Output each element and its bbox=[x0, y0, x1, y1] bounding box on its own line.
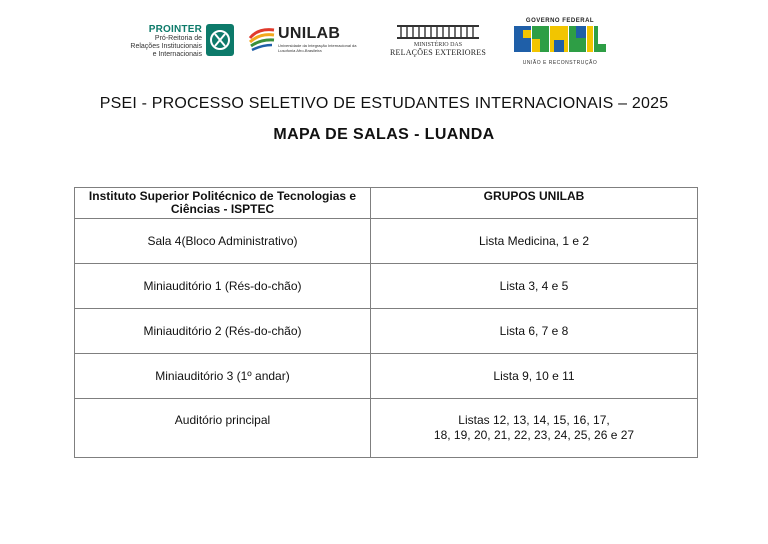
table-header-row bbox=[75, 188, 698, 219]
group-cell bbox=[371, 399, 698, 458]
prointer-logo bbox=[122, 24, 234, 68]
mre-logo bbox=[384, 24, 492, 68]
room-cell: Sala 4(Bloco Administrativo) bbox=[75, 219, 371, 264]
group-cell-line1: Listas 12, 13, 14, 15, 16, 17, bbox=[458, 413, 610, 427]
unilab-name: UNILAB bbox=[278, 25, 341, 42]
prointer-emblem-icon bbox=[206, 24, 234, 56]
room-cell: Miniauditório 2 (Rés-do-chão) bbox=[75, 309, 371, 354]
prointer-line3: e Internacionais bbox=[152, 51, 202, 58]
room-cell: Miniauditório 1 (Rés-do-chão) bbox=[75, 264, 371, 309]
column-header-institution: Instituto Superior Politécnico de Tecnologias e Ciências - ISPTEC bbox=[75, 188, 371, 219]
logo-bar bbox=[0, 18, 768, 68]
group-cell: Lista 3, 4 e 5 bbox=[371, 264, 698, 309]
page-subtitle: MAPA DE SALAS - LUANDA bbox=[273, 126, 495, 143]
uniao-reconstrucao-label: UNIÃO E RECONSTRUÇÃO bbox=[522, 60, 598, 66]
room-cell: Miniauditório 3 (1º andar) bbox=[75, 354, 371, 399]
room-map-table bbox=[74, 187, 698, 458]
group-cell: Lista Medicina, 1 e 2 bbox=[371, 219, 698, 264]
unilab-subtitle: Universidade da Integração Internacional da Lusofonia Afro-Brasileira bbox=[278, 43, 357, 53]
table-row bbox=[75, 399, 698, 458]
unilab-logo bbox=[248, 24, 362, 60]
prointer-line2: Relações Institucionais bbox=[130, 43, 202, 50]
group-cell: Lista 6, 7 e 8 bbox=[371, 309, 698, 354]
table-row bbox=[75, 264, 698, 309]
room-cell: Auditório principal bbox=[75, 399, 371, 458]
table-row bbox=[75, 219, 698, 264]
page-title: PSEI - PROCESSO SELETIVO DE ESTUDANTES INTERNACIONAIS – 2025 bbox=[99, 95, 669, 112]
governo-federal-logo bbox=[514, 18, 606, 64]
brasil-wordmark-icon bbox=[514, 26, 606, 52]
group-cell: Lista 9, 10 e 11 bbox=[371, 354, 698, 399]
mre-line2: RELAÇÕES EXTERIORES bbox=[389, 48, 487, 57]
column-header-groups: GRUPOS UNILAB bbox=[371, 188, 698, 219]
mre-line1: MINISTÉRIO DAS bbox=[413, 42, 463, 48]
governo-federal-label: GOVERNO FEDERAL bbox=[525, 18, 595, 24]
table-row bbox=[75, 354, 698, 399]
group-cell-line2: 18, 19, 20, 21, 22, 23, 24, 25, 26 e 27 bbox=[433, 428, 635, 442]
unilab-emblem-icon bbox=[248, 24, 278, 52]
prointer-name: PROINTER bbox=[148, 24, 202, 35]
mre-building-icon bbox=[395, 24, 481, 40]
table-row bbox=[75, 309, 698, 354]
prointer-line1: Pró-Reitoria de bbox=[154, 35, 202, 42]
